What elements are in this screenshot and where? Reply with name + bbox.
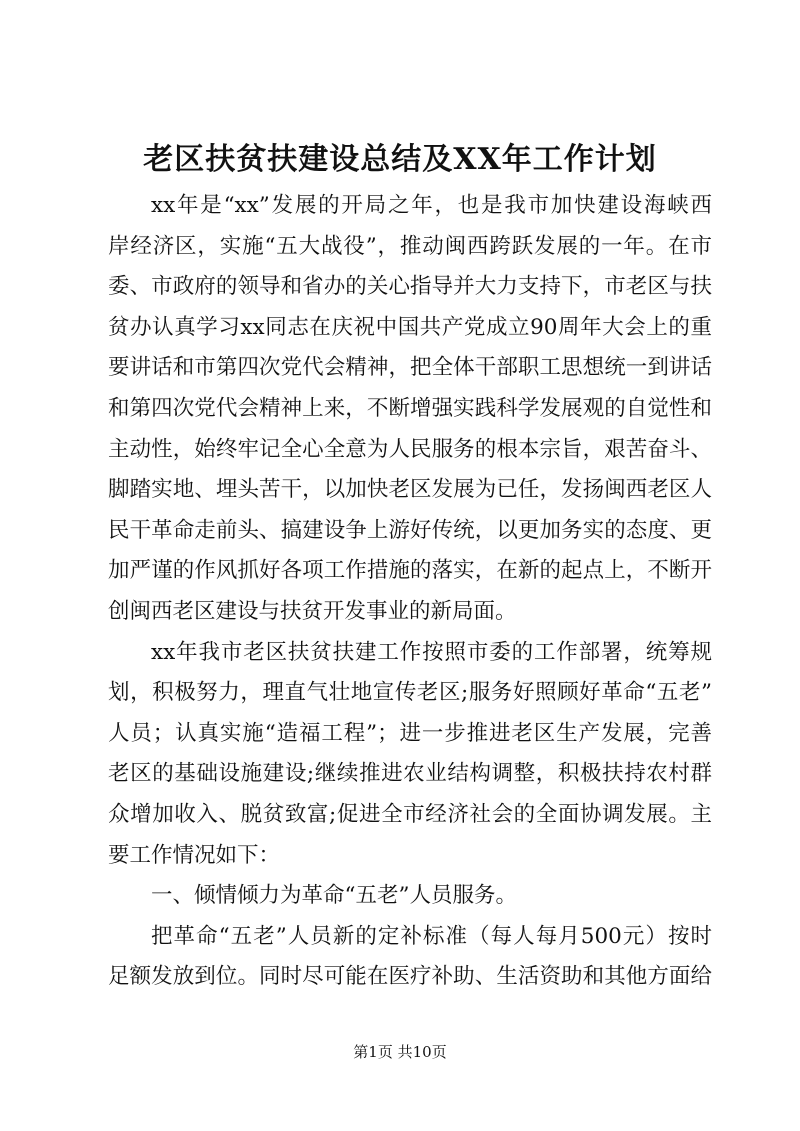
document-body — [108, 186, 712, 998]
body-line: xx年我市老区扶贫扶建工作按照市委的工作部署，统筹规 — [151, 639, 712, 665]
body-line: 要讲话和市第四次党代会精神，把全体干部职工思想统一到讲话 — [108, 355, 712, 381]
body-line: 加严谨的作风抓好各项工作措施的落实，在新的起点上，不断开 — [108, 558, 712, 584]
body-line: 和第四次党代会精神上来，不断增强实践科学发展观的自觉性和 — [108, 395, 712, 421]
page-footer: 第1页 共10页 — [353, 1043, 447, 1061]
body-line: 委、市政府的领导和省办的关心指导并大力支持下，市老区与扶 — [108, 274, 712, 300]
body-line: 创闽西老区建设与扶贫开发事业的新局面。 — [108, 598, 517, 624]
body-line: 主动性，始终牢记全心全意为人民服务的根本宗旨，艰苦奋斗、 — [108, 436, 712, 462]
body-line: 划，积极努力，理直气壮地宣传老区;服务好照顾好革命“五老” — [108, 680, 712, 706]
body-line: 人员；认真实施“造福工程”；进一步推进老区生产发展，完善 — [108, 720, 712, 746]
body-line: 老区的基础设施建设;继续推进农业结构调整，积极扶持农村群 — [108, 761, 712, 787]
body-line: 贫办认真学习xx同志在庆祝中国共产党成立90周年大会上的重 — [108, 314, 712, 340]
body-line: 脚踏实地、埋头苦干，以加快老区发展为已任，发扬闽西老区人 — [108, 477, 712, 503]
body-line: 民干革命走前头、搞建设争上游好传统，以更加务实的态度、更 — [108, 517, 712, 543]
document-title: 老区扶贫扶建设总结及XX年工作计划 — [143, 142, 657, 177]
body-line: 一、倾情倾力为革命“五老”人员服务。 — [151, 883, 517, 909]
body-line: 把革命“五老”人员新的定补标准（每人每月500元）按时 — [151, 923, 712, 949]
body-line: 要工作情况如下： — [108, 842, 281, 868]
body-line: 众增加收入、脱贫致富;促进全市经济社会的全面协调发展。主 — [108, 801, 712, 827]
body-line: xx年是“xx”发展的开局之年，也是我市加快建设海峡西 — [151, 193, 712, 218]
body-line: 岸经济区，实施“五大战役”，推动闽西跨跃发展的一年。在市 — [108, 233, 712, 259]
body-line: 足额发放到位。同时尽可能在医疗补助、生活资助和其他方面给 — [108, 964, 712, 990]
